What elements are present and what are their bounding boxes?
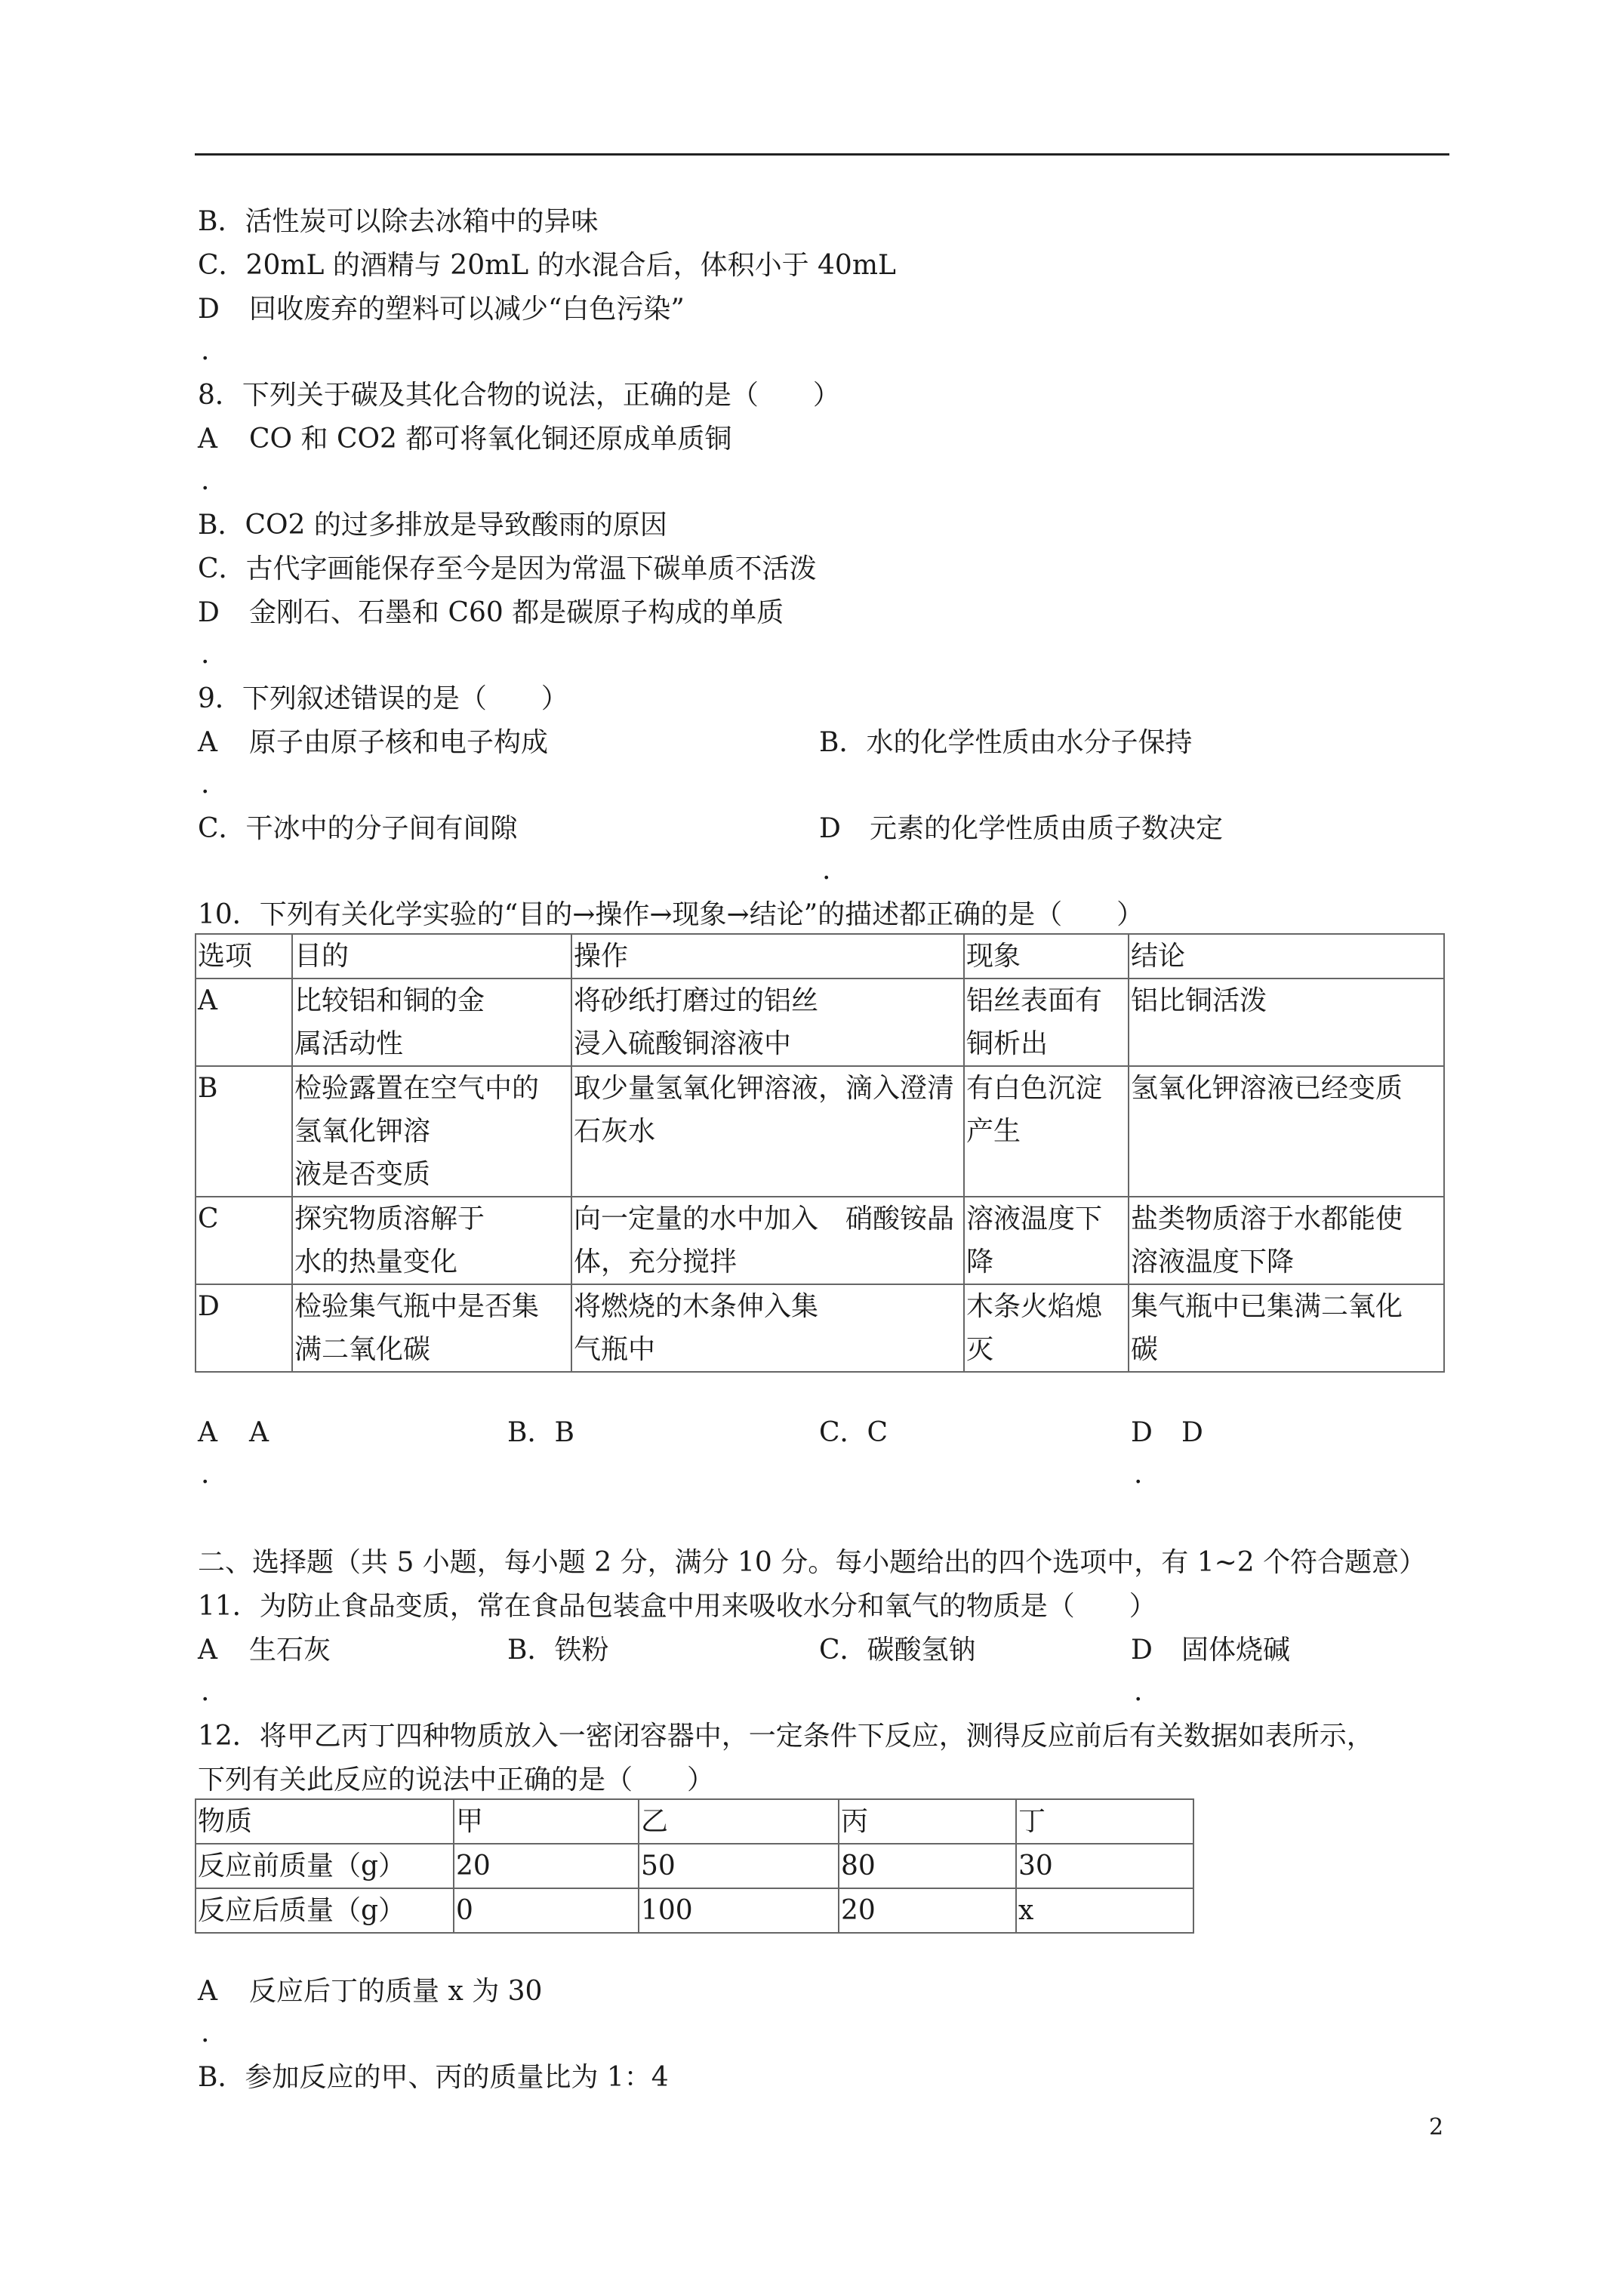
q11-option-b: B．铁粉 <box>507 1635 609 1666</box>
dot-mark: . <box>201 335 210 366</box>
q10-header-cell: 选项 <box>196 934 292 978</box>
header-rule <box>195 153 1449 156</box>
cell-line: 氢氧化钾溶液已经变质 <box>1131 1073 1403 1104</box>
q9-option-a-text: 原子由原子核和电子构成 <box>249 727 549 758</box>
dot-mark: . <box>201 769 210 800</box>
q10-table-cell <box>1129 1284 1444 1372</box>
q12-table-cell: 丁 <box>1016 1799 1193 1844</box>
cell-line: 产生 <box>966 1116 1021 1147</box>
q10-table-cell <box>571 1284 964 1372</box>
dot-mark: . <box>201 465 210 496</box>
dot-mark: . <box>201 2017 210 2048</box>
dot-mark: . <box>1134 1459 1143 1490</box>
q12-table-cell: 反应前质量（g） <box>196 1844 454 1888</box>
cell-line: 水的热量变化 <box>294 1247 458 1277</box>
q12-table-cell: 20 <box>454 1844 639 1888</box>
cell-line: 探究物质溶解于 <box>294 1203 485 1234</box>
q10-table-cell <box>964 1284 1129 1372</box>
cell-line: 氢氧化钾溶 <box>294 1116 431 1147</box>
cell-line: 灭 <box>966 1334 994 1365</box>
q12-option-b: B．参加反应的甲、丙的质量比为 1：4 <box>198 2062 669 2093</box>
q12-table <box>195 1798 1194 1934</box>
q12-table-cell: 50 <box>639 1844 839 1888</box>
q12-table-cell: 30 <box>1016 1844 1193 1888</box>
cell-line: 向一定量的水中加入 硝酸铵晶 <box>574 1203 955 1234</box>
cell-line: 石灰水 <box>574 1116 656 1147</box>
q12-table-cell: 0 <box>454 1888 639 1933</box>
q10-table-cell <box>196 1197 292 1284</box>
q8-option-d-letter: D <box>198 597 220 628</box>
q10-header-cell: 现象 <box>964 934 1129 978</box>
cell-line: C <box>198 1203 219 1234</box>
dot-mark: . <box>822 855 831 886</box>
cell-line: 属活动性 <box>294 1028 404 1059</box>
cell-line: 木条火焰熄 <box>966 1291 1103 1322</box>
cell-line: 浸入硫酸铜溶液中 <box>574 1028 792 1059</box>
q10-table-row <box>196 978 1444 1066</box>
q10-table-cell <box>571 1066 964 1197</box>
page-number: 2 <box>1429 2114 1444 2140</box>
cell-line: 铝比铜活泼 <box>1131 985 1267 1016</box>
q10-table-cell <box>964 978 1129 1066</box>
q12-stem-line1: 12．将甲乙丙丁四种物质放入一密闭容器中，一定条件下反应，测得反应前后有关数据如表所示， <box>198 1721 1374 1752</box>
q8-option-d-text: 金刚石、石墨和 C60 都是碳原子构成的单质 <box>249 597 784 628</box>
cell-line: 液是否变质 <box>294 1159 431 1190</box>
q10-table-cell <box>571 1197 964 1284</box>
q7-option-d-letter: D <box>198 294 220 325</box>
q9-option-b: B．水的化学性质由水分子保持 <box>819 727 1193 758</box>
q8-option-a-text: CO 和 CO2 都可将氧化铜还原成单质铜 <box>249 424 732 455</box>
q12-table-row <box>196 1888 1193 1933</box>
section-heading: 二、选择题（共 5 小题，每小题 2 分，满分 10 分。每小题给出的四个选项中，有 1~2 个符合题意） <box>198 1547 1427 1578</box>
q8-option-c: C．古代字画能保存至今是因为常温下碳单质不活泼 <box>198 553 817 584</box>
q10-table-cell <box>1129 978 1444 1066</box>
q8-option-a-letter: A <box>198 424 217 455</box>
q7-option-c: C．20mL 的酒精与 20mL 的水混合后，体积小于 40mL <box>198 250 896 281</box>
q10-table-cell <box>292 1284 571 1372</box>
q7-option-d-text: 回收废弃的塑料可以减少“白色污染” <box>249 294 685 325</box>
q12-table-cell: x <box>1016 1888 1193 1933</box>
q10-header-cell: 结论 <box>1129 934 1444 978</box>
cell-line: 铜析出 <box>966 1028 1049 1059</box>
q12-table-cell: 甲 <box>454 1799 639 1844</box>
q11-option-a-letter: A <box>198 1635 217 1666</box>
dot-mark: . <box>201 1676 210 1707</box>
q12-table-cell: 80 <box>839 1844 1016 1888</box>
cell-line: 气瓶中 <box>574 1334 656 1365</box>
q10-header-cell: 操作 <box>571 934 964 978</box>
q8-stem: 8．下列关于碳及其化合物的说法，正确的是（ ） <box>198 380 840 411</box>
q12-header-row <box>196 1799 1193 1844</box>
q10-header-row <box>196 934 1444 978</box>
q10-table-cell <box>292 1197 571 1284</box>
q7-option-b: B．活性炭可以除去冰箱中的异味 <box>198 206 599 237</box>
q10-table-cell <box>196 1066 292 1197</box>
cell-line: 比较铝和铜的金 <box>294 985 485 1016</box>
cell-line: A <box>198 985 217 1016</box>
cell-line: 盐类物质溶于水都能使 <box>1131 1203 1403 1234</box>
q10-table-row <box>196 1284 1444 1372</box>
q10-table-cell <box>571 978 964 1066</box>
q10-table-row <box>196 1197 1444 1284</box>
q10-option-d-letter: D <box>1131 1417 1153 1448</box>
q10-option-c: C．C <box>819 1417 888 1448</box>
q12-table-cell: 100 <box>639 1888 839 1933</box>
q12-table-cell: 乙 <box>639 1799 839 1844</box>
q10-table-cell <box>292 1066 571 1197</box>
q9-option-c: C．干冰中的分子间有间隙 <box>198 813 518 844</box>
q10-stem: 10．下列有关化学实验的“目的→操作→现象→结论”的描述都正确的是（ ） <box>198 899 1144 930</box>
q10-option-d-text: D <box>1181 1417 1203 1448</box>
cell-line: 取少量氢氧化钾溶液，滴入澄清 <box>574 1073 955 1104</box>
q10-option-a-text: A <box>249 1417 269 1448</box>
cell-line: 溶液温度下 <box>966 1203 1103 1234</box>
q11-option-d-letter: D <box>1131 1635 1153 1666</box>
q9-option-d-letter: D <box>819 813 841 844</box>
q10-option-b: B．B <box>507 1417 574 1448</box>
q11-option-a-text: 生石灰 <box>249 1635 331 1666</box>
q12-table-cell: 物质 <box>196 1799 454 1844</box>
q10-header-cell: 目的 <box>292 934 571 978</box>
cell-line: 将砂纸打磨过的铝丝 <box>574 985 819 1016</box>
cell-line: 铝丝表面有 <box>966 985 1103 1016</box>
q12-table-cell: 20 <box>839 1888 1016 1933</box>
q12-option-a-text: 反应后丁的质量 x 为 30 <box>249 1976 543 2007</box>
cell-line: 将燃烧的木条伸入集 <box>574 1291 819 1322</box>
q11-option-d-text: 固体烧碱 <box>1181 1635 1291 1666</box>
q9-option-d-text: 元素的化学性质由质子数决定 <box>870 813 1224 844</box>
q12-option-a-letter: A <box>198 1976 217 2007</box>
q10-table-cell <box>196 1284 292 1372</box>
dot-mark: . <box>201 639 210 670</box>
q10-table <box>195 933 1445 1373</box>
q11-option-c: C．碳酸氢钠 <box>819 1635 976 1666</box>
cell-line: 集气瓶中已集满二氧化 <box>1131 1291 1403 1322</box>
cell-line: 有白色沉淀 <box>966 1073 1103 1104</box>
cell-line: 碳 <box>1131 1334 1159 1365</box>
q12-stem-line2: 下列有关此反应的说法中正确的是（ ） <box>198 1764 715 1795</box>
q10-table-cell <box>196 978 292 1066</box>
q10-option-a-letter: A <box>198 1417 217 1448</box>
q10-table-row <box>196 1066 1444 1197</box>
q9-stem: 9．下列叙述错误的是（ ） <box>198 683 568 714</box>
q11-stem: 11．为防止食品变质，常在食品包装盒中用来吸收水分和氧气的物质是（ ） <box>198 1591 1156 1622</box>
cell-line: 降 <box>966 1247 994 1277</box>
q12-table-row <box>196 1844 1193 1888</box>
q12-table-cell: 丙 <box>839 1799 1016 1844</box>
cell-line: 检验露置在空气中的 <box>294 1073 540 1104</box>
q10-table-cell <box>964 1197 1129 1284</box>
cell-line: B <box>198 1073 218 1104</box>
cell-line: 检验集气瓶中是否集 <box>294 1291 540 1322</box>
q10-table-cell <box>1129 1197 1444 1284</box>
q9-option-a-letter: A <box>198 727 217 758</box>
cell-line: 溶液温度下降 <box>1131 1247 1295 1277</box>
q10-table-cell <box>964 1066 1129 1197</box>
dot-mark: . <box>201 1459 210 1490</box>
q10-table-cell <box>1129 1066 1444 1197</box>
q10-table-cell <box>292 978 571 1066</box>
cell-line: 体，充分搅拌 <box>574 1247 738 1277</box>
cell-line: 满二氧化碳 <box>294 1334 431 1365</box>
q12-table-cell: 反应后质量（g） <box>196 1888 454 1933</box>
q8-option-b: B．CO2 的过多排放是导致酸雨的原因 <box>198 510 667 541</box>
dot-mark: . <box>1134 1676 1143 1707</box>
cell-line: D <box>198 1291 220 1322</box>
